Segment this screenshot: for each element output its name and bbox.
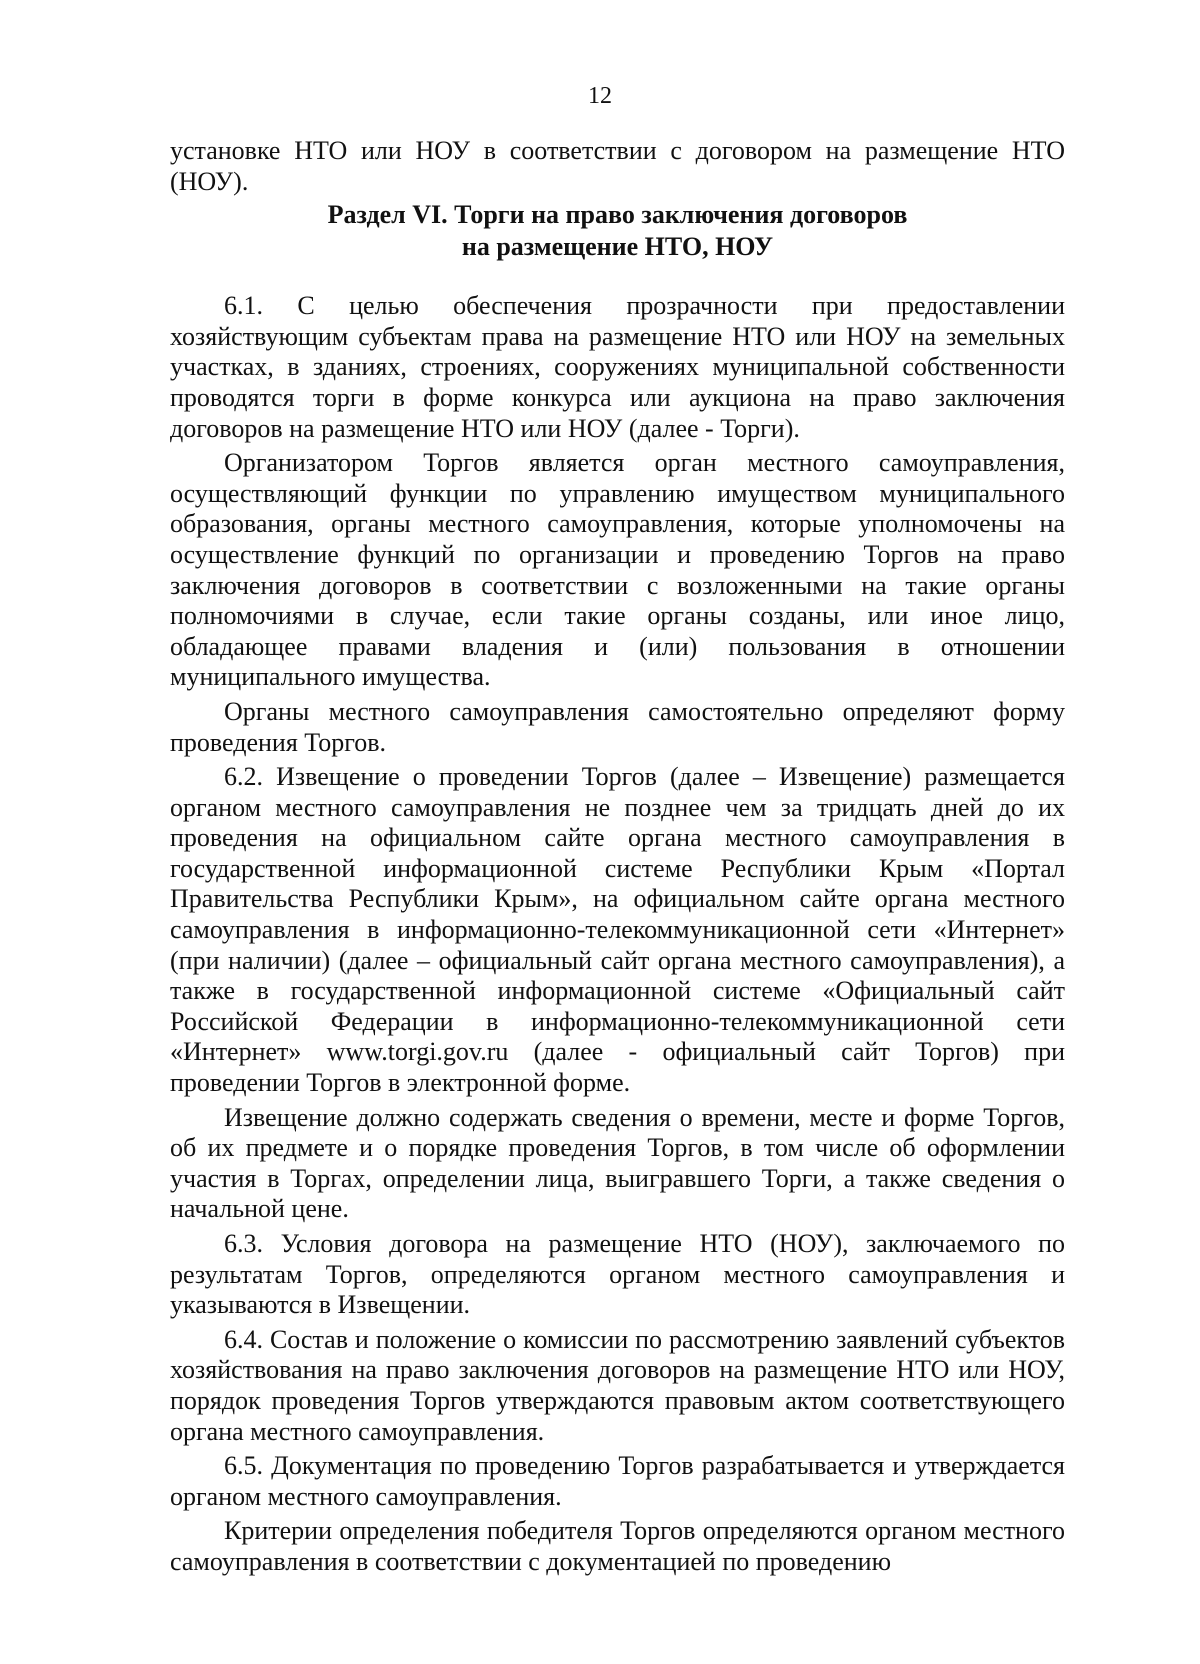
page-number: 12 — [588, 83, 612, 109]
intro-paragraph: установке НТО или НОУ в соответствии с договором на размещение НТО (НОУ). — [170, 136, 1065, 196]
document-body — [170, 136, 1065, 1578]
paragraph-6-3: 6.3. Условия договора на размещение НТО (НОУ), заключаемого по результатам Торгов, определяются органом местного самоуправления и указываются в Извещении. — [170, 1229, 1065, 1320]
paragraph-notice-content: Извещение должно содержать сведения о времени, месте и форме Торгов, об их предмете и о порядке проведения Торгов, в том числе об оформлении участия в Торгах, определении лица, выигравшего Торги, а также сведения о начальной цене. — [170, 1102, 1065, 1224]
paragraph-organizer: Организатором Торгов является орган местного самоуправления, осуществляющий функции по управлению имуществом муниципального образования, органы местного самоуправления, которые уполномочены на осуществление функций по организации и проведению Торгов на право заключения договоров в соответствии с возложенными на такие органы полномочиями в случае, если такие органы созданы, или иное лицо, обладающее правами владения и (или) пользования в отношении муниципального имущества. — [170, 448, 1065, 692]
paragraph-6-2: 6.2. Извещение о проведении Торгов (далее – Извещение) размещается органом местного самоуправления не позднее чем за тридцать дней до их проведения на официальном сайте органа местного самоуправления в государственной информационной системе Республики Крым «Портал Правительства Республики Крым», на официальном сайте органа местного самоуправления в информационно-телекоммуникационной сети «Интернет» (при наличии) (далее – официальный сайт органа местного самоуправления), а также в государственной информационной системе «Официальный сайт Российской Федерации в информационно-телекоммуникационной сети «Интернет» www.torgi.gov.ru (далее - официальный сайт Торгов) при проведении Торгов в электронной форме. — [170, 762, 1065, 1098]
paragraph-form: Органы местного самоуправления самостоятельно определяют форму проведения Торгов. — [170, 696, 1065, 757]
paragraph-criteria: Критерии определения победителя Торгов определяются органом местного самоуправления в соответствии с документацией по проведению — [170, 1516, 1065, 1576]
paragraph-6-5: 6.5. Документация по проведению Торгов разрабатывается и утверждается органом местного самоуправления. — [170, 1451, 1065, 1511]
section-heading-line-2: на размещение НТО, НОУ — [461, 232, 774, 262]
paragraph-6-4: 6.4. Состав и положение о комиссии по рассмотрению заявлений субъектов хозяйствования на право заключения договоров на размещение НТО или НОУ, порядок проведения Торгов утверждаются правовым актом соответствующего органа местного самоуправления. — [170, 1324, 1065, 1446]
section-heading — [170, 199, 1065, 263]
paragraph-6-1: 6.1. С целью обеспечения прозрачности при предоставлении хозяйствующим субъектам права на размещение НТО или НОУ на земельных участках, в зданиях, строениях, сооружениях муниципальной собственности проводятся торги в форме конкурса или аукциона на право заключения договоров на размещение НТО или НОУ (далее - Торги). — [170, 291, 1065, 443]
section-heading-line-1: Раздел VI. Торги на право заключения договоров — [327, 200, 908, 230]
